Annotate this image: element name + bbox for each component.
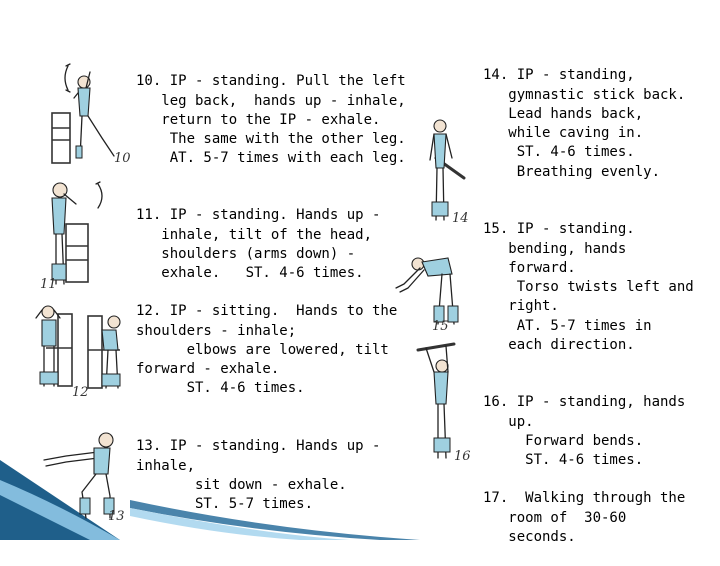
text-line: up.	[483, 413, 534, 430]
text-line: inhale, tilt of the head,	[136, 226, 373, 243]
text-line: Forward bends.	[483, 432, 644, 449]
exercise-10-text	[136, 53, 406, 188]
text-line: 12. IP - sitting. Hands to the	[136, 303, 398, 320]
text-line: 15. IP - standing.	[483, 221, 635, 238]
text-line: ST. 4-6 times.	[483, 452, 644, 469]
text-line: return to the IP - exhale.	[136, 111, 381, 128]
text-line: 17. Walking through the	[483, 490, 686, 507]
text-line: shoulders (arms down) -	[136, 245, 356, 262]
text-line: elbows are lowered, tilt	[136, 341, 389, 358]
exercise-12-text	[136, 283, 397, 418]
text-line: gymnastic stick back.	[483, 86, 686, 103]
text-line: while caving in.	[483, 125, 644, 142]
figure-number: 13	[108, 509, 125, 524]
text-line: AT. 5-7 times with each leg.	[136, 150, 406, 167]
text-line: 11. IP - standing. Hands up -	[136, 207, 381, 224]
figure-number: 11	[40, 277, 57, 292]
text-line: 14. IP - standing,	[483, 67, 635, 84]
text-line: 13. IP - standing. Hands up -	[136, 438, 381, 455]
text-line: sit down - exhale.	[136, 476, 347, 493]
text-line: shoulders - inhale;	[136, 322, 297, 339]
figure-number: 12	[72, 385, 89, 400]
text-line: ST. 4-6 times.	[483, 144, 635, 161]
text-line: The same with the other leg.	[136, 131, 406, 148]
text-line: exhale. ST. 4-6 times.	[136, 265, 364, 282]
text-line: forward.	[483, 259, 576, 276]
text-line: inhale,	[136, 457, 196, 474]
text-line: Breathing evenly.	[483, 163, 661, 180]
exercise-figure-13	[36, 418, 136, 524]
figure-number: 15	[432, 319, 449, 334]
text-line: 16. IP - standing, hands	[483, 394, 686, 411]
text-line: AT. 5-7 times in	[483, 317, 652, 334]
figure-number: 10	[114, 151, 131, 166]
text-line: 10. IP - standing. Pull the left	[136, 73, 406, 90]
text-line: each direction.	[483, 337, 635, 354]
exercise-figure-12	[28, 296, 136, 400]
text-line: right.	[483, 298, 559, 315]
text-line: ST. 4-6 times.	[136, 380, 305, 397]
text-line: seconds.	[483, 528, 576, 545]
figure-number: 14	[452, 211, 469, 226]
exercise-figure-11	[36, 176, 136, 292]
text-line: room of 30-60	[483, 509, 627, 526]
exercise-13-text	[136, 418, 380, 534]
text-line: Torso twists left and	[483, 279, 694, 296]
exercise-figure-15	[392, 234, 472, 334]
exercise-14-text	[483, 47, 685, 201]
exercise-15-text	[483, 201, 694, 375]
figure-number: 16	[454, 449, 471, 464]
text-line: ST. 5-7 times.	[136, 496, 314, 513]
text-line: Lead hands back,	[483, 105, 644, 122]
text-line: leg back, hands up - inhale,	[136, 92, 406, 109]
exercise-figure-14	[418, 110, 478, 228]
exercise-figure-10	[44, 58, 134, 168]
text-line: forward - exhale.	[136, 361, 280, 378]
exercise-17-text	[483, 470, 685, 566]
exercise-figure-16	[414, 340, 480, 466]
text-line: bending, hands	[483, 240, 627, 257]
